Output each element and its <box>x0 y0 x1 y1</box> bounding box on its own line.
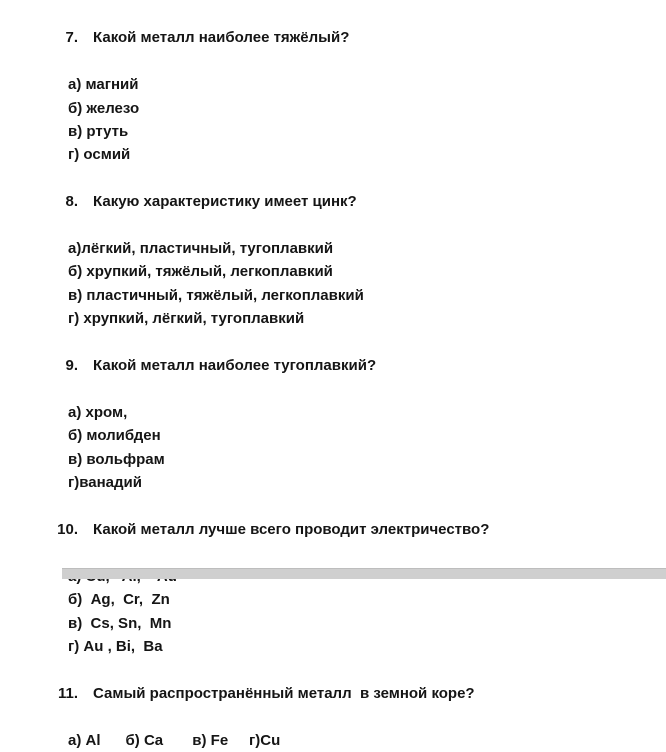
question-11 <box>0 658 666 752</box>
question-number: 10. <box>57 520 79 538</box>
question-line <box>0 658 666 728</box>
question-text: Какой металл лучше всего проводит электричество? <box>93 520 490 538</box>
question-number: 7. <box>65 29 79 47</box>
question-text: Какую характеристику имеет цинк? <box>93 193 357 211</box>
answer-option: а) хром, <box>68 403 128 421</box>
question-9 <box>0 331 666 495</box>
question-text: Какой металл наиболее тугоплавкий? <box>93 357 377 375</box>
answer-option: б) железо <box>68 99 140 117</box>
answer-option: г) Au , Bi, Ba <box>68 637 163 655</box>
question-number: 8. <box>65 193 79 211</box>
answer-option: в) пластичный, тяжёлый, легкоплавкий <box>68 286 364 304</box>
bottom-gray-bar <box>62 568 666 579</box>
question-number: 9. <box>65 357 79 375</box>
answer-option: г)ванадий <box>68 474 142 492</box>
question-line <box>0 167 666 237</box>
question-line <box>0 331 666 401</box>
answer-option: б) Ag, Cr, Zn <box>68 591 170 609</box>
answer-option: а) магний <box>68 76 139 94</box>
question-text: Самый распространённый металл в земной коре? <box>93 684 475 702</box>
question-number: 11. <box>57 684 79 702</box>
question-line <box>0 495 666 565</box>
answer-option: б) молибден <box>68 427 161 445</box>
answer-option: б) хрупкий, тяжёлый, легкоплавкий <box>68 263 333 281</box>
answer-option: а)лёгкий, пластичный, тугоплавкий <box>68 240 334 258</box>
question-text: Какой металл наиболее тяжёлый? <box>93 29 350 47</box>
question-7 <box>0 3 666 167</box>
answer-option: в) вольфрам <box>68 450 165 468</box>
answer-option: г) осмий <box>68 146 131 164</box>
question-line <box>0 3 666 73</box>
question-8 <box>0 167 666 331</box>
answer-option: в) ртуть <box>68 123 129 141</box>
answer-option: а) Al б) Ca в) Fe г)Cu <box>68 731 281 749</box>
answer-option: в) Cs, Sn, Mn <box>68 614 172 632</box>
answer-option: г) хрупкий, лёгкий, тугоплавкий <box>68 310 305 328</box>
